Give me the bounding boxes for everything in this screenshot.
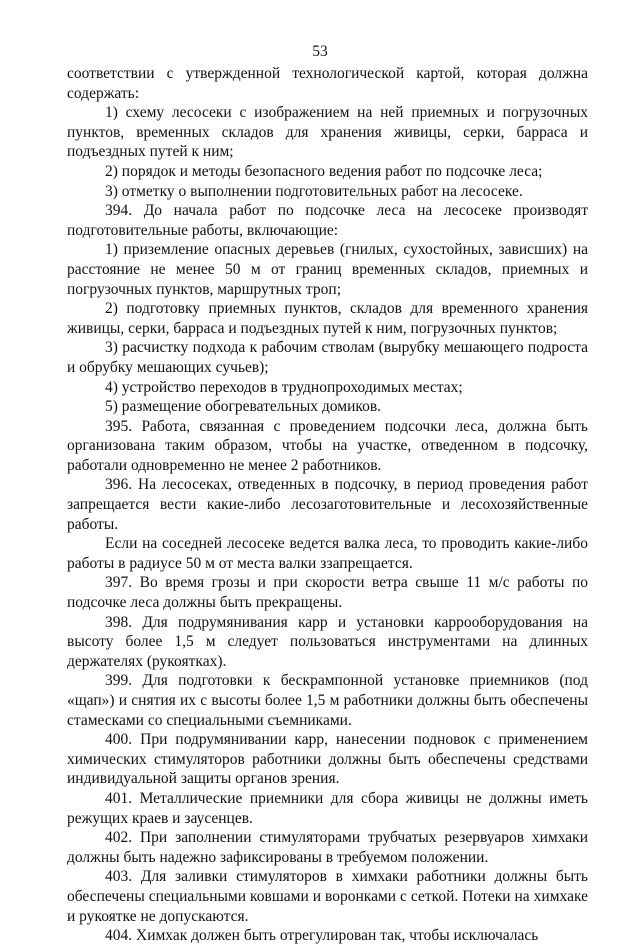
paragraph: 1) схему лесосеки с изображением на ней приемных и погрузочных пунктов, временных складов для хранения живицы, серки, барраса и подъездных путей к ним; bbox=[67, 104, 588, 161]
paragraph: 3) расчистку подхода к рабочим стволам (вырубку мешающего подроста и обрубку мешающих сучьев); bbox=[67, 339, 588, 376]
paragraph: 5) размещение обогревательных домиков. bbox=[105, 398, 382, 416]
document-body bbox=[67, 64, 588, 946]
paragraph: Если на соседней лесосеке ведется валка леса, то проводить какие-либо работы в радиусе 50 м от места валки ззапрещается. bbox=[67, 535, 588, 572]
paragraph: 401. Металлические приемники для сбора живицы не должны иметь режущих краев и заусенцев. bbox=[67, 789, 588, 827]
paragraph: 399. Для подготовки к бескрампонной установке приемников (под «щап») и снятия их с высоты более 1,5 м работники должны быть обеспечены стамесками со специальными съемниками. bbox=[67, 672, 588, 729]
paragraph: 400. При подрумянивании карр, нанесении подновок с применением химических стимуляторов работники должны быть обеспечены средствами индивидуальной защиты органов зрения. bbox=[67, 731, 588, 788]
paragraph: 3) отметку о выполнении подготовительных работ на лесосеке. bbox=[105, 182, 523, 200]
paragraph: 4) устройство переходов в труднопроходимых местах; bbox=[105, 378, 463, 396]
paragraph: 398. Для подрумянивания карр и установки каррооборудования на высоту более 1,5 м следует пользоваться инструментами на длинных держателях (рукоятках). bbox=[67, 613, 588, 670]
paragraph: 396. На лесосеках, отведенных в подсочку, в период проведения работ запрещается вести какие-либо лесозаготовительные и лесохозяйственные работы. bbox=[67, 476, 588, 533]
paragraph: соответствии с утвержденной технологической картой, которая должна содержать: bbox=[67, 65, 588, 102]
paragraph: 394. До начала работ по подсочке леса на лесосеке производят подготовительные работы, включающие: bbox=[67, 202, 588, 239]
page-number: 53 bbox=[312, 43, 328, 60]
paragraph: 1) приземление опасных деревьев (гнилых, сухостойных, зависших) на расстояние не менее 50 м от границ временных складов, приемных и погрузочных пунктов, маршрутных троп; bbox=[67, 241, 588, 298]
paragraph: 402. При заполнении стимуляторами трубчатых резервуаров химхаки должны быть надежно зафиксированы в требуемом положении. bbox=[67, 829, 588, 866]
paragraph: 395. Работа, связанная с проведением подсочки леса, должна быть организована таким образом, чтобы на участке, отведенном в подсочку, работали одновременно не менее 2 работников. bbox=[67, 417, 588, 474]
paragraph: 404. Химхак должен быть отрегулирован так, чтобы исключалась bbox=[105, 927, 539, 945]
paragraph: 2) порядок и методы безопасного ведения работ по подсочке леса; bbox=[105, 162, 543, 180]
paragraph: 403. Для заливки стимуляторов в химхаки работники должны быть обеспечены специальными ковшами и воронками с сеткой. Потеки на химхаке и рукоятке не допускаются. bbox=[67, 868, 588, 925]
paragraph: 397. Во время грозы и при скорости ветра свыше 11 м/с работы по подсочке леса должны быть прекращены. bbox=[67, 574, 588, 612]
paragraph: 2) подготовку приемных пунктов, складов для временного хранения живицы, серки, барраса и подъездных путей к ним, погрузочных пунктов; bbox=[67, 300, 588, 337]
